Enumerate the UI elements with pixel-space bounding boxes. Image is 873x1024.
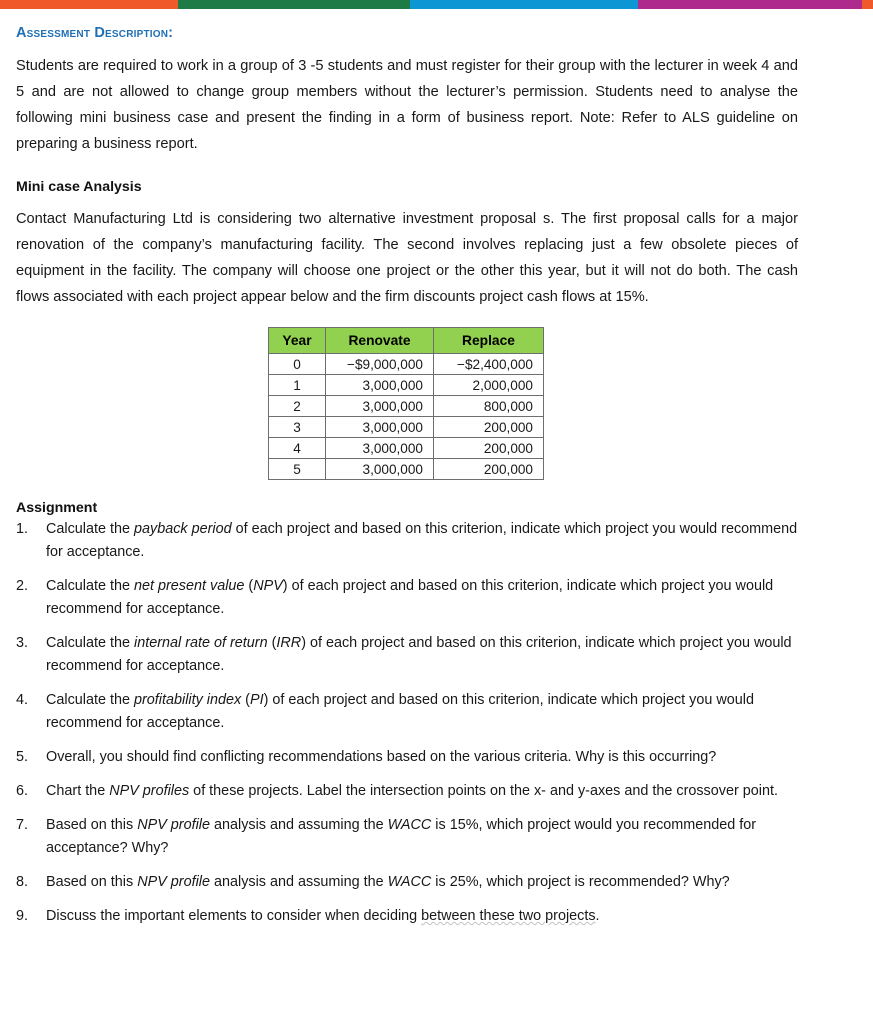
assignment-item-text: Calculate the internal rate of return (IRR) of each project and based on this criterion, indicate which project you would recommend for acceptance.: [46, 635, 792, 674]
assignment-list: [16, 518, 859, 928]
page-title: Assessment Description:: [16, 25, 174, 41]
mini-case-paragraph: Contact Manufacturing Ltd is considering two alternative investment proposal s. The first proposal calls for a major renovation of the company’s manufacturing facility. The second involves replacing just a few obsolete pieces of equipment in the facility. The company will choose one project or the other this year, but it will not do both. The cash flows associated with each project appear below and the firm discounts project cash flows at 15%.: [16, 211, 798, 305]
cell-year: 2: [269, 396, 326, 417]
cell-replace: 200,000: [434, 438, 544, 459]
assignment-item-number: 8.: [16, 874, 29, 890]
cell-renovate: 3,000,000: [326, 375, 434, 396]
table-row: [269, 438, 544, 459]
assignment-item-number: 5.: [16, 749, 29, 765]
green-segment: [178, 0, 410, 9]
cell-replace: −$2,400,000: [434, 354, 544, 375]
assignment-item-text: Overall, you should find conflicting recommendations based on the various criteria. Why is this occurring?: [46, 749, 717, 765]
assignment-heading: Assignment: [16, 500, 98, 516]
header-color-strip: [0, 0, 873, 9]
assignment-item-text: Based on this NPV profile analysis and assuming the WACC is 15%, which project would you recommended for acceptance? Why?: [46, 817, 757, 856]
mini-case-heading: Mini case Analysis: [16, 179, 142, 195]
assignment-item-5: [16, 746, 806, 769]
column-header-renovate: Renovate: [326, 328, 434, 354]
assignment-item-number: 9.: [16, 908, 29, 924]
assignment-item-number: 3.: [16, 635, 29, 651]
cell-replace: 200,000: [434, 417, 544, 438]
cell-renovate: −$9,000,000: [326, 354, 434, 375]
column-header-replace: Replace: [434, 328, 544, 354]
assignment-item-2: [16, 575, 806, 621]
assignment-item-number: 6.: [16, 783, 29, 799]
cell-renovate: 3,000,000: [326, 396, 434, 417]
cell-year: 1: [269, 375, 326, 396]
cell-replace: 2,000,000: [434, 375, 544, 396]
assignment-item-6: [16, 780, 806, 803]
assignment-item-text: Calculate the profitability index (PI) of each project and based on this criterion, indicate which project you would recommend for acceptance.: [46, 692, 754, 731]
assignment-item-number: 2.: [16, 578, 29, 594]
cell-year: 5: [269, 459, 326, 480]
cell-renovate: 3,000,000: [326, 459, 434, 480]
cell-year: 3: [269, 417, 326, 438]
blue-segment: [410, 0, 638, 9]
assignment-item-text: Chart the NPV profiles of these projects. Label the intersection points on the x- and y-axes and the crossover point.: [46, 783, 778, 799]
assignment-item-text: Calculate the net present value (NPV) of each project and based on this criterion, indicate which project you would recommend for acceptance.: [46, 578, 774, 617]
cell-renovate: 3,000,000: [326, 417, 434, 438]
assignment-item-number: 4.: [16, 692, 29, 708]
orange-end-segment: [862, 0, 873, 9]
assignment-item-text: Calculate the payback period of each project and based on this criterion, indicate which project you would recommend for acceptance.: [46, 521, 798, 560]
assignment-item-text: Discuss the important elements to consider when deciding between these two projects.: [46, 908, 600, 924]
assignment-item-4: [16, 689, 806, 735]
assignment-item-7: [16, 814, 806, 860]
table-row: [269, 459, 544, 480]
cashflow-table-container: [16, 327, 859, 480]
assignment-item-9: [16, 905, 806, 928]
assignment-item-3: [16, 632, 806, 678]
cell-year: 4: [269, 438, 326, 459]
cell-replace: 800,000: [434, 396, 544, 417]
table-row: [269, 396, 544, 417]
assignment-item-number: 1.: [16, 521, 29, 537]
assignment-item-number: 7.: [16, 817, 29, 833]
document-page: [0, 25, 873, 928]
magenta-segment: [638, 0, 861, 9]
cell-year: 0: [269, 354, 326, 375]
assignment-item-1: [16, 518, 806, 564]
cashflow-table: [268, 327, 544, 480]
cell-replace: 200,000: [434, 459, 544, 480]
cell-renovate: 3,000,000: [326, 438, 434, 459]
table-header-row: [269, 328, 544, 354]
table-row: [269, 417, 544, 438]
assignment-item-text: Based on this NPV profile analysis and assuming the WACC is 25%, which project is recommended? Why?: [46, 874, 730, 890]
orange-segment: [0, 0, 178, 9]
table-row: [269, 354, 544, 375]
intro-paragraph: Students are required to work in a group of 3 -5 students and must register for their group with the lecturer in week 4 and 5 and are not allowed to change group members without the lecturer’s permission. Students need to analyse the following mini business case and present the finding in a form of business report. Note: Refer to ALS guideline on preparing a business report.: [16, 58, 798, 152]
table-row: [269, 375, 544, 396]
column-header-year: Year: [269, 328, 326, 354]
assignment-item-8: [16, 871, 806, 894]
